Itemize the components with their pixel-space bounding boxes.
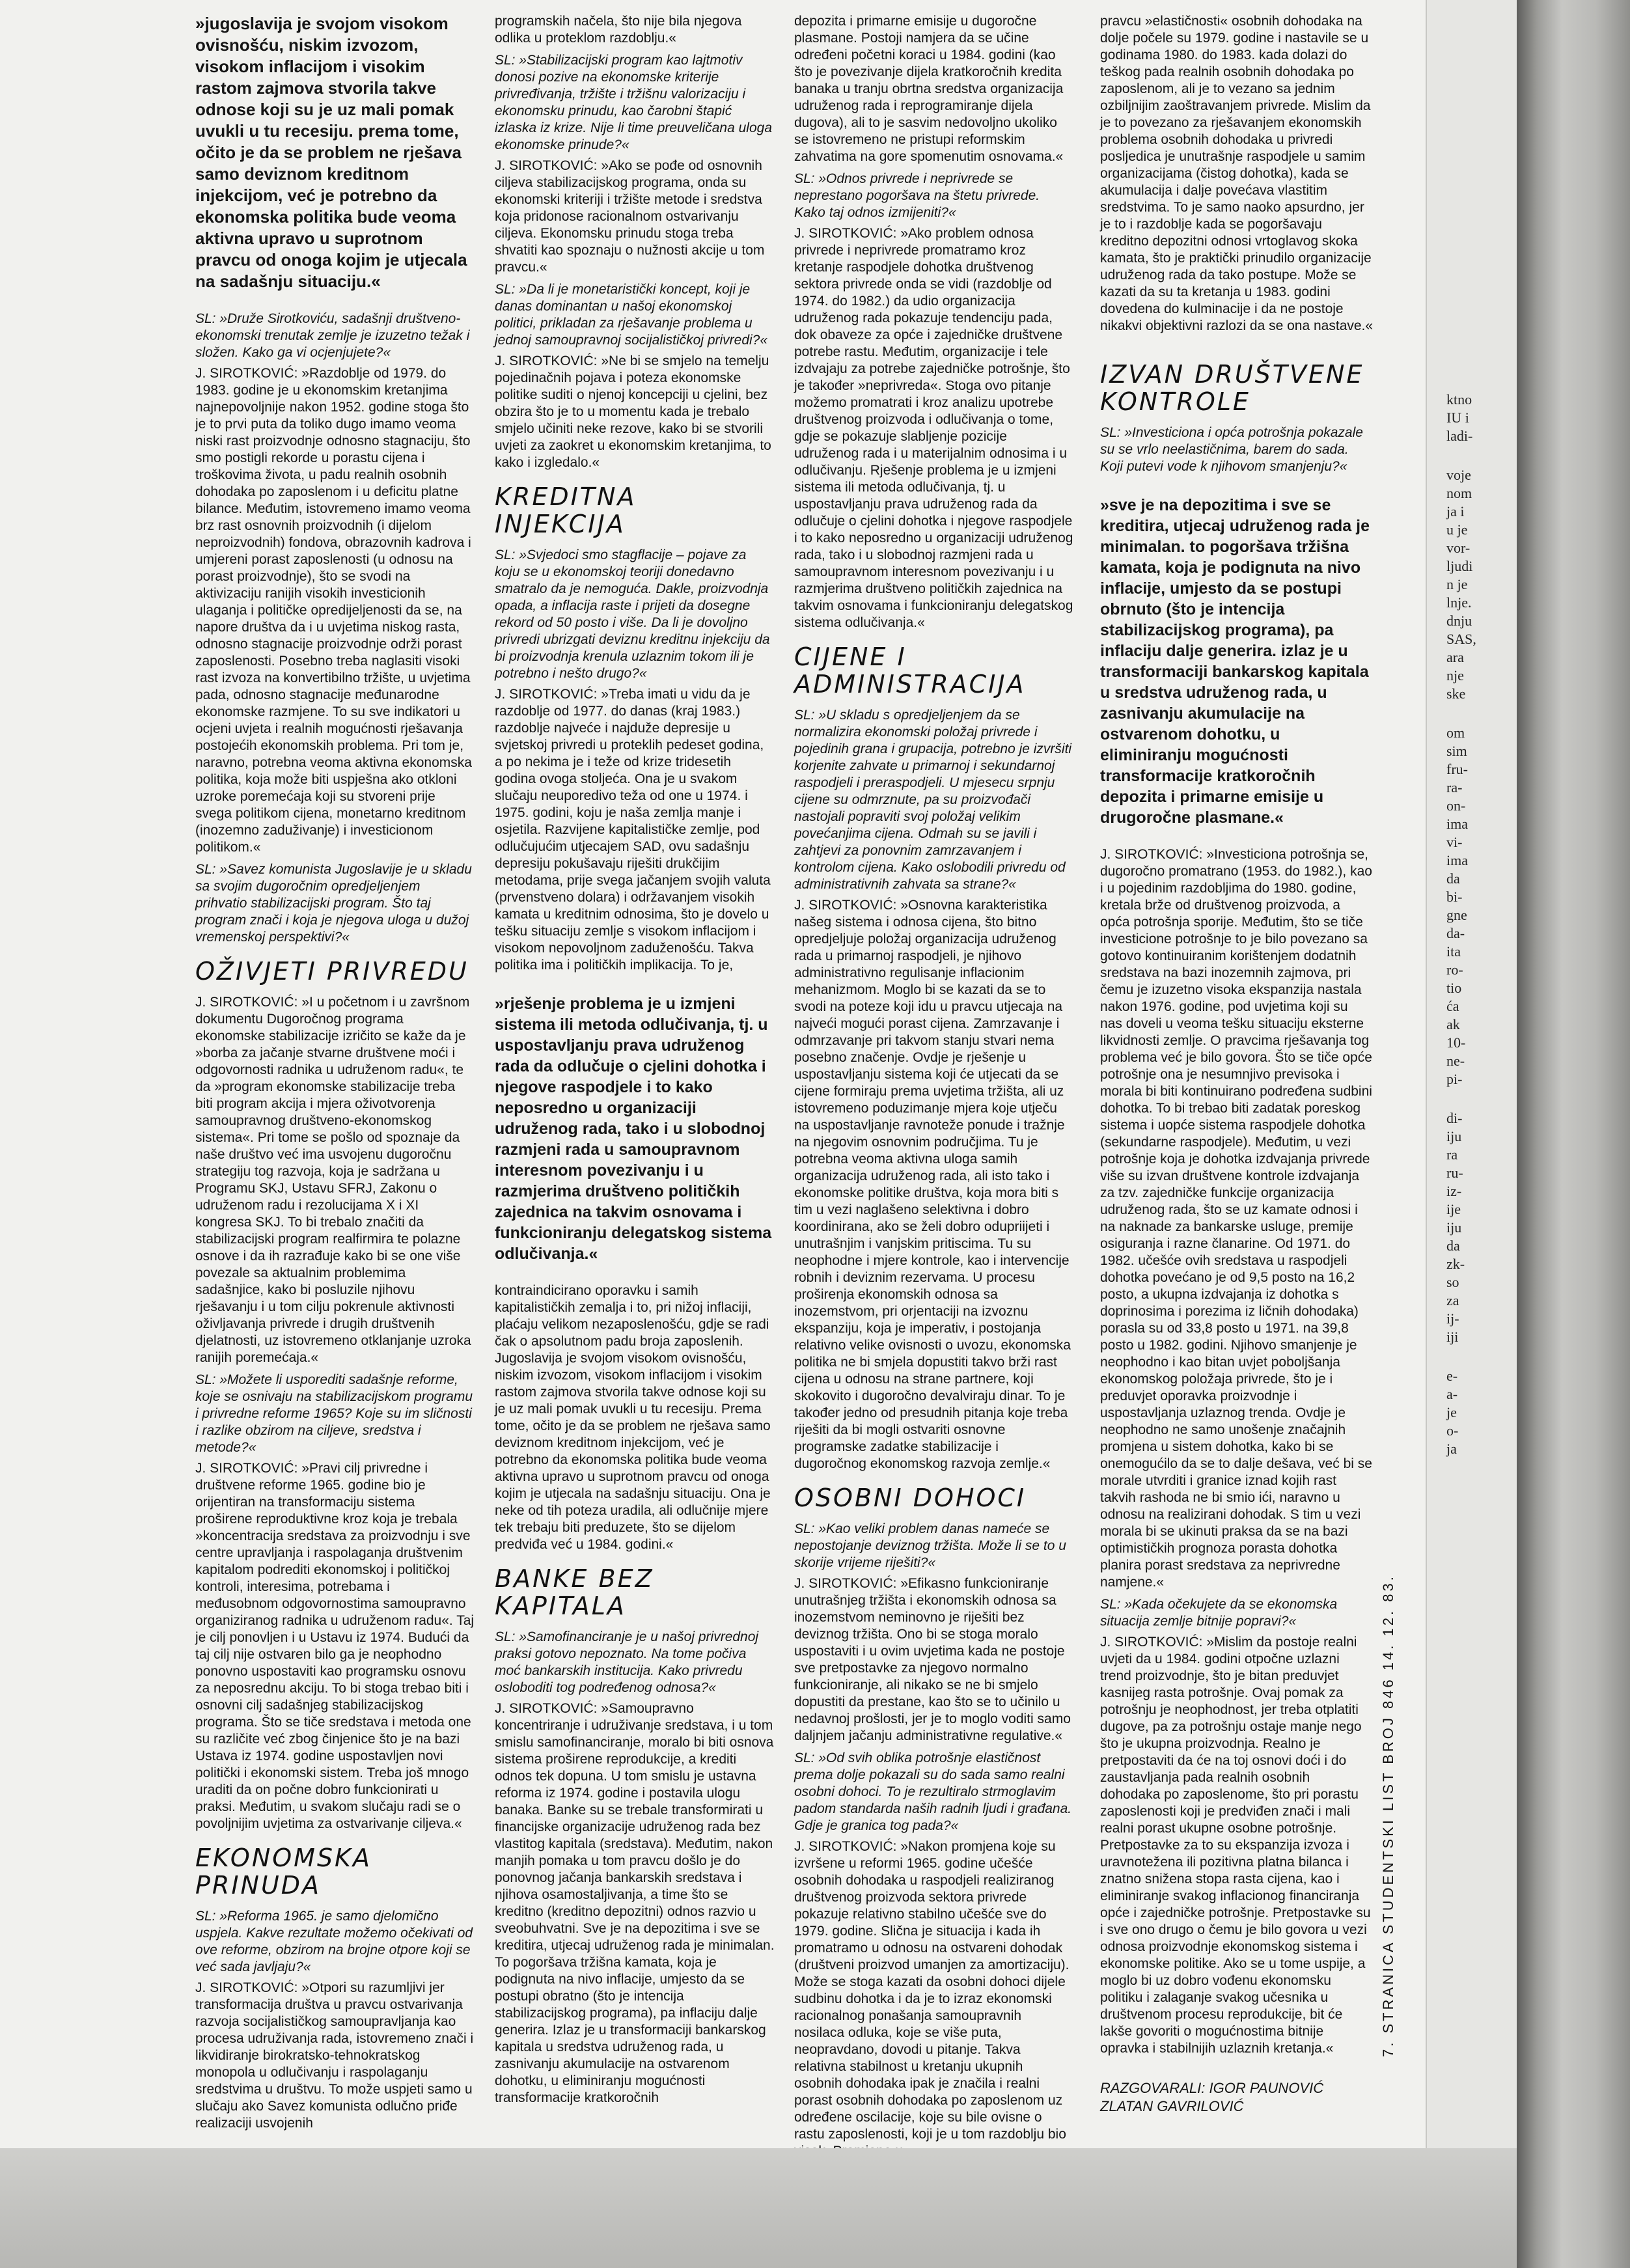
adjacent-page-text-fragment: nje bbox=[1446, 667, 1464, 684]
interview-credits: RAZGOVARALI: IGOR PAUNOVIĆ ZLATAN GAVRILOVIĆ bbox=[1100, 2080, 1324, 2114]
section-heading: CIJENE I ADMINISTRACIJA bbox=[794, 643, 1026, 698]
adjacent-page-text-fragment: ije bbox=[1446, 1201, 1461, 1217]
page-footer-caption: 7. STRANICA STUDENTSKI LIST BROJ 846 14. 12. 83. bbox=[1380, 1574, 1396, 2057]
adjacent-page-text-fragment: ima bbox=[1446, 816, 1468, 832]
adjacent-page-text-fragment: ita bbox=[1446, 943, 1461, 960]
adjacent-page-text-fragment: o- bbox=[1446, 1422, 1459, 1439]
adjacent-page-text-fragment: ara bbox=[1446, 649, 1464, 665]
adjacent-page-text-fragment: ra- bbox=[1446, 779, 1463, 795]
interview-question: SL: »Samofinanciranje je u našoj privrednoj praksi gotovo nepoznato. Na tome počiva moć bankarskih institucija. Kako privredu osloboditi tog podređenog odnosa?« bbox=[495, 1629, 759, 1695]
adjacent-page-text-fragment: gne bbox=[1446, 907, 1467, 923]
interview-question: SL: »Kada očekujete da se ekonomska situacija zemlje bitnije popravi?« bbox=[1100, 1597, 1338, 1629]
adjacent-page-text-fragment: dnju bbox=[1446, 613, 1472, 629]
adjacent-page-text-fragment: iz- bbox=[1446, 1183, 1462, 1199]
interview-answer: J. SIROTKOVIĆ: »Pravi cilj privredne i društvene reforme 1965. godine bio je orijentiran na transformaciju sistema proširene reproduktivne kroz koja je trebala »koncentracija sredstava za proizvodnju i sve centre upravljanja i raspolaganja društvenim kapitalom podrediti ekonomskoj i političkoj kontroli, interesima, potrebama i međusobnom odgovornostima samoupravno organiziranog radnika u udruženom radu«. Taj je cilj ponovljen i u Ustavu iz 1974. Budući da taj cilj nije ostvaren bilo ga je neophodno ponovno uspostaviti kao programsku osnovu za neposrednu akciju. To bi stoga trebao biti i osnovni cilj sadašnjeg stabilizacijskog programa. Što se tiče sredstava i metoda one su različite već zbog činjenice što je na bazi Ustava iz 1974. godine uspostavljen novi politički i ekonomski sistem. Treba još mnogo uraditi da on počne dobro funkcionirati u praksi. Međutim, u svakom slučaju radi se o povoljnijim uvjetima za ostvarivanje ciljeva.« bbox=[195, 1461, 475, 1831]
adjacent-page-text-fragment: ljudi bbox=[1446, 558, 1473, 574]
interview-answer: kontraindicirano oporavku i samih kapitalističkih zemalja i to, pri nižoj inflaciji, plaćaju velikom nezaposlenošću, gdje se radi čak o apsolutnom padu broja zaposlenih. Jugoslavija je svojom visokom ovisnošću, niskim izvozom, visokom inflacijom i visokim rastom zajmova stvorila takve odnose koji su je uz mali pomak uvukli u tu recesiju. Prema tome, očito je da se problem ne rješava samo deviznom kreditnom injekcijom, već je potrebno da ekonomska politika bude veoma aktivna upravo u suprotnom pravcu od onoga kojim je utjecala na sadašnju situaciju. Ona je neke od tih poteza uradila, ali odlučnije mjere tek trebaju biti preduzete, što se dijelom predviđa već u 1984. godini.« bbox=[495, 1283, 771, 1552]
interview-question: SL: »Da li je monetaristički koncept, koji je danas dominantan u našoj ekonomskoj politici, prikladan za rješavanje problema u jednoj samoupravnoj socijalističkoj privredi?« bbox=[495, 282, 768, 348]
adjacent-page-text-fragment: ća bbox=[1446, 998, 1459, 1014]
adjacent-page-text-fragment: n je bbox=[1446, 576, 1468, 592]
interview-question: SL: »Stabilizacijski program kao lajtmotiv donosi pozive na ekonomske kriterije privređivanja, tržište i tržišnu valorizaciju i ekonomsku prinudu, kao čarobni štapić izlaska iz krize. Nije li time preuveličana uloga ekonomske prinude?« bbox=[495, 53, 773, 152]
adjacent-page-text-fragment: zk- bbox=[1446, 1256, 1465, 1272]
interview-question: SL: »Druže Sirotkoviću, sadašnji društveno-ekonomski trenutak zemlje je izuzetno težak i složen. Kako ga vi ocjenjujete?« bbox=[195, 311, 470, 360]
interview-answer: J. SIROTKOVIĆ: »Ako problem odnosa privrede i neprivrede promatramo kroz kretanje raspodjele dohotka društvenog sektora privrede onda se vidi (razdoblje od 1974. do 1982.) da udio organizacija udruženog rada pokazuje tendenciju pada, dok obaveze za opće i zajedničke društvene potrebe rastu. Međutim, organizacije i tele izdvajaju za potrebe zajedničke potrošnje, što je također »neprivreda«. Stoga ovo pitanje možemo promatrati i kroz analizu upotrebe društvenog proizvoda i odlučivanja o tome, gdje se pokazuje slabljenje pozicije udruženog rada i u materijalnim odnosima i u odlučivanju. Rješenje problema je u izmjeni sistema ili metoda odlučivanja, tj. u uspostavljanju prava udruženog rada da odlučuje o cjelini dohotka i njegove raspodjele i to kako neposredno u organizaciji udruženog rada, tako i u slobodnoj razmjeni rada u samoupravnom interesnom povezivanju i u razmjerima društveno političkih zajednica na takvim osnovama i funkcioniranju delegatskog sistema odlučivanja.« bbox=[794, 226, 1073, 630]
interview-answer: J. SIROTKOVIĆ: »Mislim da postoje realni uvjeti da u 1984. godini otpočne uzlazni trend proizvodnje, što je bitan preduvjet kasnijeg rasta potrošnje. Ovaj pomak za potrošnju je neophodnost, jer treba otplatiti dugove, pa za potrošnju ostaje manje nego što je ukupna proizvodnja. Realno je pretpostaviti da će na toj osnovi doći i do zaustavljanja pada realnih osobnih dohodaka po zaposlenome, što pri porastu zaposlenosti koji je predviđen znači i mali realni porast ukupne osobne potrošnje. Pretpostavke za to su ekspanzija izvoza i uravnotežena ili pozitivna platna bilanca i znatno snižena stopa rasta cijena, kao i eliminiranje svakog inflacionog financiranja opće i zajedničke potrošnje. Pretpostavke su i sve ono drugo o čemu je bilo govora u vezi odnosa proizvodnje ekonomskog sistema i ekonomske politike. Ako se u tome uspije, a moglo bi uz dobro vođenu ekonomsku politiku i zalaganje svakog učesnika u društvenom procesu reprodukcije, bit će lakše govoriti o mogućnostima bitnije opravka i stabilnijih uzlaznih kretanja.« bbox=[1100, 1635, 1371, 2056]
section-heading: EKONOMSKA PRINUDA bbox=[195, 1844, 372, 1900]
adjacent-page-text-fragment: a- bbox=[1446, 1386, 1458, 1402]
adjacent-page-text-fragment: ima bbox=[1446, 852, 1468, 868]
adjacent-page-text-fragment: ij- bbox=[1446, 1310, 1459, 1327]
adjacent-page-text-fragment: da bbox=[1446, 870, 1460, 887]
adjacent-page-text-fragment: IU i bbox=[1446, 409, 1469, 426]
column-3 bbox=[794, 13, 1074, 2142]
adjacent-page-text-fragment: ja i bbox=[1446, 503, 1465, 519]
interview-question: SL: »Reforma 1965. je samo djelomično uspjela. Kakve rezultate možemo očekivati od ove reforme, obzirom na brojne otpore koji se već sada javljaju?« bbox=[195, 1909, 473, 1974]
page-binding-shadow bbox=[1517, 0, 1630, 2268]
interview-question: SL: »Svjedoci smo stagflacije – pojave za koju se u ekonomskoj teoriji donedavno smatralo da je nemoguća. Dakle, proizvodnja opada, a inflacija raste i prijeti da dosegne rekord od 50 posto i više. Da li je dovoljno privredi ubrizgati deviznu kreditnu injekciju da bi proizvodnja krenula uzlaznim tokom ili je potrebno i nešto drugo?« bbox=[495, 547, 770, 681]
adjacent-page-text-fragment: iju bbox=[1446, 1219, 1462, 1236]
adjacent-page-text-fragment: om bbox=[1446, 725, 1465, 741]
adjacent-page-text-fragment: iju bbox=[1446, 1128, 1462, 1144]
adjacent-page-text-fragment: di- bbox=[1446, 1110, 1463, 1126]
adjacent-page-text-fragment: da bbox=[1446, 1238, 1460, 1254]
section-heading: OŽIVJETI PRIVREDU bbox=[195, 957, 469, 986]
adjacent-page-text-fragment: lnje. bbox=[1446, 594, 1472, 611]
adjacent-page-text-fragment: ne- bbox=[1446, 1053, 1465, 1069]
interview-answer: J. SIROTKOVIĆ: »Ne bi se smjelo na temelju pojedinačnih pojava i poteza ekonomske politike suditi o njenoj koncepciji u cjelini, bez obzira što je to u momentu kada je trebalo smjelo učiniti neke rezove, kako bi se stvorili uvjeti za zaokret u ekonomskim kretanjima, to kako i izgledalo.« bbox=[495, 353, 771, 470]
interview-answer: depozita i primarne emisije u dugoročne plasmane. Postoji namjera da se učine određeni početni koraci u 1984. godini (kao što je povezivanje dijela kratkoročnih kredita banaka u tranju obrtna sredstva organizacija udruženog rada i reprogramiranje dijela dugova), ali to je sasvim nedovoljno ukoliko se istovremeno ne pristupi reformskim zahvatima na gore spomenutim osnovama.« bbox=[794, 14, 1064, 164]
column-4 bbox=[1100, 13, 1374, 2122]
adjacent-page-text-fragment: on- bbox=[1446, 797, 1466, 814]
column-2 bbox=[495, 13, 775, 2122]
interview-answer: J. SIROTKOVIĆ: »Nakon promjena koje su izvršene u reformi 1965. godine učešće osobnih dohodaka u raspodjeli realiziranog društvenog proizvoda sektora privrede pokazuje relativno stabilno učešće sve do 1979. godine. Slična je situacija i kada ih promatramo u odnosu na ostvareni dohodak (društveni proizvod umanjen za amortizaciju). Može se stoga kazati da osobni dohoci dijele sudbinu dohotka i da je to izraz ekonomski racionalnog ponašanja samoupravnih nosilaca odluka, koje se više puta, neopravdano, dovodi u pitanje. Takva relativna stabilnost u kretanju ukupnih osobnih dohodaka ipak je značila i realni porast osobnih dohodaka po zaposlenom uz određene oscilacije, koje su bile ovisne o rastu zaposlenosti, koji je u tom razdoblju bio bbox=[794, 1839, 1070, 2142]
adjacent-page-text-fragment: bi- bbox=[1446, 889, 1463, 905]
adjacent-page-text-fragment: pi- bbox=[1446, 1071, 1463, 1087]
adjacent-page-text-fragment: 10- bbox=[1446, 1034, 1466, 1051]
adjacent-page-text-fragment: ro- bbox=[1446, 961, 1463, 978]
adjacent-page-text-fragment: ru- bbox=[1446, 1165, 1463, 1181]
adjacent-page-text-fragment: sim bbox=[1446, 743, 1467, 759]
interview-question: SL: »Kao veliki problem danas nameće se nepostojanje deviznog tržišta. Može li se to u skorije vrijeme riješiti?« bbox=[794, 1521, 1066, 1570]
adjacent-page-text-fragment: ak bbox=[1446, 1016, 1460, 1032]
adjacent-page-text-fragment: da- bbox=[1446, 925, 1465, 941]
adjacent-page-text-fragment: e- bbox=[1446, 1368, 1458, 1384]
pull-quote: »sve je na depozitima i sve se kreditira, utjecaj udruženog rada je minimalan. to pogoršava tržišna kamata, koja je podignuta na nivo inflacije, umjesto da se postupi obrnuto (što je intencija stabilizacijskog programa), pa inflaciju dalje generira. izlaz je u transformaciji bankarskog kapitala u sredstva udruženog rada, u zasnivanju akumulacije na ostvarenom dohotku, u eliminiranju mogućnosti transformacije kratkoročnih depozita i primarne emisije u drugoročne plasmane.« bbox=[1100, 496, 1370, 827]
adjacent-page-text-fragment: ske bbox=[1446, 685, 1466, 702]
adjacent-page-text-fragment: ladi- bbox=[1446, 428, 1473, 444]
adjacent-page-text-fragment: ra bbox=[1446, 1146, 1458, 1163]
adjacent-page-text-fragment: ja bbox=[1446, 1441, 1457, 1457]
adjacent-page-text-fragment: tio bbox=[1446, 980, 1462, 996]
interview-answer: J. SIROTKOVIĆ: »Ako se pođe od osnovnih ciljeva stabilizacijskog programa, onda su ekonomski kriteriji i tržište metode i sredstva koja pridonose racionalnom ostvarivanju ciljeva. Ekonomsku prinudu stoga treba shvatiti kao spoznaju o nužnosti akcije u tom pravcu.« bbox=[495, 158, 765, 275]
pull-quote: »rješenje problema je u izmjeni sistema ili metoda odlučivanja, tj. u uspostavljanju prava udruženog rada da odlučuje o cjelini dohotka i njegove raspodjele i to kako neposredno u organizaciji udruženog rada, tako i u slobodnoj razmjeni rada u samoupravnom interesnom povezivanju i u razmjerima društveno političkih zajednica na takvim osnovama i funkcioniranju delegatskog sistema odlučivanja.« bbox=[495, 995, 772, 1263]
adjacent-page-text-fragment: ktno bbox=[1446, 391, 1472, 408]
interview-question: SL: »Od svih oblika potrošnje elastičnost prema dolje pokazali su do sada samo realni osobni dohoci. To je rezultiralo strmoglavim padom standarda naših radnih ljudi i građana. Gdje je granica tog pada?« bbox=[794, 1750, 1072, 1833]
column-1 bbox=[195, 13, 475, 2131]
adjacent-page-text-fragment: vor- bbox=[1446, 540, 1471, 556]
adjacent-page-text-fragment: voje bbox=[1446, 467, 1471, 483]
interview-question: SL: »U skladu s opredjeljenjem da se normalizira ekonomski položaj privrede i pojedinih grana i grupacija, potrebno je izvršiti korjenite zahvate u primarnoj i sekundarnoj raspodjeli i preraspodjeli. U mjesecu srpnju cijene su odmrznute, pa su proizvođači nastojali popraviti svoj položaj velikim povećanjima cijena. Odmah su se javili i zahtjevi za ponovnim zamrzavanjem i kontrolom cijena. Kako oslobodili privredu od administrativnih zahvata sa strane?« bbox=[794, 708, 1072, 892]
adjacent-page-text-fragment: u je bbox=[1446, 521, 1468, 538]
interview-answer: J. SIROTKOVIĆ: »Osnovna karakteristika našeg sistema i odnosa cijena, što bitno opredjeljuje položaj organizacija udruženog rada u primarnoj raspodjeli, je njihovo administrativno regulisanje inflacionim mehanizmom. Moglo bi se kazati da se to svodi na poteze koji idu u pravcu utjecaja na najveći mogući porast cijena. Zamrzavanje i odmrzavanje pri takvom stanju stvari nema posebno značenje. Ovdje je rješenje u uspostavljanju sistema koji će utjecati da se cijene formiraju prema uvjetima tržišta, ali uz istovremeno poduzimanje mjera koje utječu na uspostavljanje ravnoteže ponude i tražnje na njegovim osnovnim područjima. Tu je potrebna veoma aktivna uloga samih organizacija udruženog rada, ali isto tako i ekonomske politike društva, koja mora biti s tim u vezi naglašeno selektivna i dobro koordinirana, ako se želi dobro odupriijeti i unutrašnjim i vanjskim pritiscima. Tu su neophodne i mjere kontrole, kao i intervencije robnih i deviznim rezervama. U procesu proširenja ekonomskih odnosa sa inozemstvom, pri orjentaciji na izvoznu ekspanziju, koja je imperativ, i postojanja relativno velike ovisnosti o uvozu, ekonomska politika ne bi smjela dopustiti takvo brži rast cijena u odnosu na strane partnere, koji skokovito i dugoročno devalviraju dinar. To je također jedno od presudnih pitanja koje treba riješiti da bi mogli ostvariti osnovne programske zadatke stabilizacije i dugoročnog ekonomskog razvoja zemlje.« bbox=[794, 898, 1071, 1471]
pull-quote: »jugoslavija je svojom visokom ovisnošću, niskim izvozom, visokom inflacijom i visokim rastom zajmova stvorila takve odnose koji su je uz mali pomak uvukli u tu recesiju. prema tome, očito je da se problem ne rješava samo deviznom kreditnom injekcijom, već je potrebno da ekonomska politika bude veoma aktivna upravo u suprotnom pravcu od onoga kojim je utjecala na sadašnju situaciju.« bbox=[195, 14, 467, 291]
adjacent-page-text-fragment: vi- bbox=[1446, 834, 1463, 850]
interview-answer: J. SIROTKOVIĆ: »I u početnom i u završnom dokumentu Dugoročnog programa ekonomske stabilizacije izričito se kaže da je »borba za jačanje stvarne društvene moći i odgovornosti radnika u udruženom radu«, te da »program ekonomske stabilizacije treba biti program akcija i mjera oživotvorenja samoupravnog društveno-ekonomskog sistema«. Pri tome se pošlo od spoznaje da naše društvo već ima usvojenu dugoročnu strategiju tog razvoja, koja je sadržana u Programu SKJ, Ustavu SFRJ, Zakonu o udruženom radu i rezolucijama X i XI kongresa SKJ. To bi trebalo značiti da stabilizacijski program realfirmira te polazne osnove i da ih razrađuje kako bi se one više povezale sa aktualnim problemima sadašnjice, kako bi posluzile njihovu rješavanju i u tom cilju pokrenule aktivnosti oživljavanja privrede i drugih društvenih djelatnosti, uz istovremeno otklanjanje uzroka ranijih poremećaja.« bbox=[195, 995, 471, 1365]
interview-answer: J. SIROTKOVIĆ: »Treba imati u vidu da je razdoblje od 1977. do danas (kraj 1983.) razdoblje najveće i najduže depresije u svjetskoj privredi u proteklih pedeset godina, a po nekima je i teže od krize tridesetih godina ovoga stoljeća. Ona je u svakom slučaju neuporedivo teža od one u 1974. i 1975. godini, koju je naša zemlja manje i osjetila. Razvijene kapitalističke zemlje, pod odlučujućim utjecajem SAD, ovu sadašnju depresiju pokušavaju riješiti drukčijim metodama, prije svega jačanjem svojih valuta (prvenstveno dolara) i održavanjem visokih kamata u kreditnim odnosima, što je dovelo u tešku situaciju zemlje s visokom inflacijom i visokom nepovoljnom zaduženošću. Takva politika ima i političkih implikacija. To je, bbox=[495, 687, 771, 973]
adjacent-page-text-fragment: so bbox=[1446, 1274, 1459, 1290]
section-heading: KREDITNA INJEKCIJA bbox=[495, 482, 637, 538]
adjacent-page-text-fragment: fru- bbox=[1446, 761, 1468, 777]
adjacent-page-text-fragment: za bbox=[1446, 1292, 1459, 1308]
interview-answer: pravcu »elastičnosti« osobnih dohodaka na dolje počele su 1979. godine i nastavile se u godinama 1980. do 1983. kada dolazi do teškog pada realnih osobnih dohodaka po zaposlenom, ali je to vezano sa jednim ozbiljnijim zaoštravanjem privrede. Mislim da je to povezano za rješavanjem ekonomskih problema osobnih dohodaka u privredi posljedica je unutrašnje raspodjele u samim organizacijama (čistog dohotka), kada se akumulacija i dalje povećava vlastitim sredstvima. To je samo naoko apsurdno, jer je to i razdoblje kada se pogoršavaju kreditno depozitni odnosi vrtoglavog skoka kamata, što je praktički prinudilo organizacije udruženog rada da tako postupe. Može se kazati da su ta kretanja u 1983. godini dovedena do kulminacije i da ne postoje nikakvi objektivni razlozi da se ona nastave.« bbox=[1100, 14, 1374, 333]
adjacent-page-text-fragment: nom bbox=[1446, 485, 1472, 501]
interview-answer: J. SIROTKOVIĆ: »Efikasno funkcioniranje unutrašnjeg tržišta i ekonomskih odnosa sa inozemstvom neminovno je riješiti bez deviznog tržišta. Ono bi se stoga moralo uspostaviti i u ovim uvjetima kada ne postoje sve pretpostavke za njegovo normalno funkcioniranje, ali nikako se ne bi smjelo dopustiti da prestane, kao što se to učinilo u nedavnoj prošlosti, jer je to moglo voditi samo daljnjem jačanju administrativne regulative.« bbox=[794, 1576, 1071, 1743]
interview-answer: J. SIROTKOVIĆ: »Razdoblje od 1979. do 1983. godine je u ekonomskim kretanjima najnepovoljnije nakon 1952. godine stoga što je to prvi puta da toliko dugo imamo veoma niski rast proizvodnje odnosno stagnaciju, što smo postigli rekorde u porastu cijena i troškovima života, u padu realnih osobnih dohodaka po zaposlenom i u deficitu platne bilance. Međutim, istovremeno imamo veoma brz rast osnovnih proizvodnih (i dijelom neproizvodnih) fondova, obrazovnih kadrova i umjereni porast zaposlenosti (u odnosu na porast proizvodnje), što se svodi na aktivizaciju ranijih visokih investicionih ulaganja i političke opredijeljenosti da se, na napore društva da i u uvjetima niskog rasta, odnosno stagnacije proizvodnje održi porast zaposlenosti. Posebno treba naglasiti visoki rast izvoza na konvertibilno tržište, u uvjetima pada, odnosno stagnacije međunarodne ekonomske razmjene. To su sve indikatori u ocjeni uvjeta i realnih mogućnosti rješavanja postojećih ekonomskih problema. Pri tom je, naravno, potrebna veoma aktivna ekonomska politika, koja može biti uspješna ako otkloni uzroke poremećaja koji su stvoreni prije svega politikom cijena, monetarno kreditnom (inozemno zaduživanje) i investicionom politikom.« bbox=[195, 366, 472, 855]
section-heading: BANKE BEZ KAPITALA bbox=[495, 1564, 654, 1620]
interview-answer: programskih načela, što nije bila njegova odlika u proteklom razdoblju.« bbox=[495, 14, 742, 46]
interview-question: SL: »Možete li usporediti sadašnje reforme, koje se osnivaju na stabilizacijskom programu i privredne reforme 1965? Koje su im sličnosti i razlike obzirom na ciljeve, sredstva i metode?« bbox=[195, 1372, 473, 1455]
adjacent-page-edge bbox=[1426, 0, 1518, 2148]
scan-bottom-margin bbox=[0, 2148, 1517, 2268]
interview-answer: J. SIROTKOVIĆ: »Otpori su razumljivi jer transformacija društva u pravcu ostvarivanja razvoja socijalističkog samoupravljanja kao procesa udruživanja rada, istovremeno znači i likvidiranje birokratsko-tehnokratskog monopola u odlučivanju i raspolaganju sredstvima u društvu. To može uspjeti samo u slučaju ako Savez komunista odlučno priđe realizaciji usvojenih bbox=[195, 1980, 474, 2131]
adjacent-page-text-fragment: iji bbox=[1446, 1329, 1459, 1345]
adjacent-page-text-fragment: je bbox=[1446, 1404, 1457, 1420]
section-heading: OSOBNI DOHOCI bbox=[794, 1484, 1027, 1512]
interview-question: SL: »Odnos privrede i neprivrede se neprestano pogoršava na štetu privrede. Kako taj odnos izmijeniti?« bbox=[794, 171, 1040, 220]
interview-question: SL: »Investiciona i opća potrošnja pokazale su se vrlo neelastičnima, barem do sada. Koji putevi vode k njihovom smanjenju?« bbox=[1100, 425, 1363, 474]
interview-question: SL: »Savez komunista Jugoslavije je u skladu sa svojim dugoročnim opredjeljenjem prihvatio stabilizacijski program. Što taj program znači i koja je njegova uloga u dužoj vremenskoj perspektivi?« bbox=[195, 862, 472, 945]
interview-answer: J. SIROTKOVIĆ: »Investiciona potrošnja se, dugoročno promatrano (1953. do 1982.), kao i u pojedinim razdobljima do 1980. godine, kretala brže od društvenog proizvoda, a opća potrošnja sporije. Međutim, što se tiče investicione potrošnje to je bilo povezano sa gotovo kontinuiranim korištenjem dodatnih sredstava na bazi inozemnih zajmova, pri čemu je izuzetno visoka ekspanzija nastala nakon 1976. godine, pod uvjetima koji su nas doveli u veoma tešku situaciju eksterne likvidnosti zemlje. O pravcima rješavanja tog problema već je bilo govora. Što se tiče opće potrošnje ona je nesumnjivo previsoka i morala bi biti kontinuirano podređena sudbini dohotka. To bi trebao biti zadatak poreskog sistema i uopće sistema raspodjele dohotka (sekundarne raspodjele). Međutim, u vezi potrošnje koja je dohotka izdvajanja privrede više su izvan društvene kontrole izdvajanja za tzv. zajedničke funkcije organizacija udruženog rada, što se uz kamate odnosi i na naknade za bankarske usluge, premije osiguranja i razne članarine. Od 1971. do 1982. učešće ovih sredstava u raspodjeli dohotka povećano je od 9,5 posto na 16,2 posto, a ukupna izdvajanja iz dohotka s doprinosima i porezima iz ličnih dohodaka) porasla su od 33,8 posto u 1971. na 39,8 posto u 1982. godini. Njihovo smanjenje je neophodno i kao bitan uvjet poboljšanja ekonomskog položaja privrede, što je i preduvjet oporavka proizvodnje i uspostavljanja uzlaznog trenda. Ovdje je neophodno ne samo unošenje značajnih promjena u sistem dohotka, kako bi se onemogućilo da se to dalje dešava, već bi se morale utvrditi i granice iznad kojih rast takvih rashoda ne bi smio ići, naravno u odnosu na realizirani dohodak. S tim u vezi morala bi se ukinuti praksa da se na bazi optimističkih prognoza porasta dohotka planira porast sredstava za neprivredne namjene.« bbox=[1100, 847, 1372, 1590]
adjacent-page-text-fragment: SAS, bbox=[1446, 631, 1476, 647]
section-heading: IZVAN DRUŠTVENE KONTROLE bbox=[1100, 360, 1364, 416]
interview-answer: J. SIROTKOVIĆ: »Samoupravno koncentriranje i udruživanje sredstava, i u tom smislu samofinanciranje, moralo bi biti osnova sistema proširene reprodukcije, a krediti odnos tek dopuna. U tom smislu je ustavna reforma iz 1974. godine i postavila ulogu banaka. Banke su se trebale transformirati u financijske organizacije udruženog rada bez vlastitog kapitala (sredstava). Međutim, nakon manjih pomaka u tom pravcu došlo je do ponovnog jačanja bankarskih sredstava i njihova osamostaljivanja, a time što se kreditno (kreditno depozitni) odnos razvio u sveobuhvatni. Sve je na depozitima i sve se kreditira, utjecaj udruženog rada je minimalan. To pogoršava tržišna kamata, koja je podignuta na nivo inflacije, umjesto da se postupi obratno (što je intencija stabilizacijskog programa), pa inflaciju dalje generira. Izlaz je u transformaciji bankarskog kapitala u sredstva udruženog rada, u zasnivanju akumulacije na ostvarenom dohotku, u eliminiranju mogućnosti transformacije kratkoročnih bbox=[495, 1701, 775, 2105]
